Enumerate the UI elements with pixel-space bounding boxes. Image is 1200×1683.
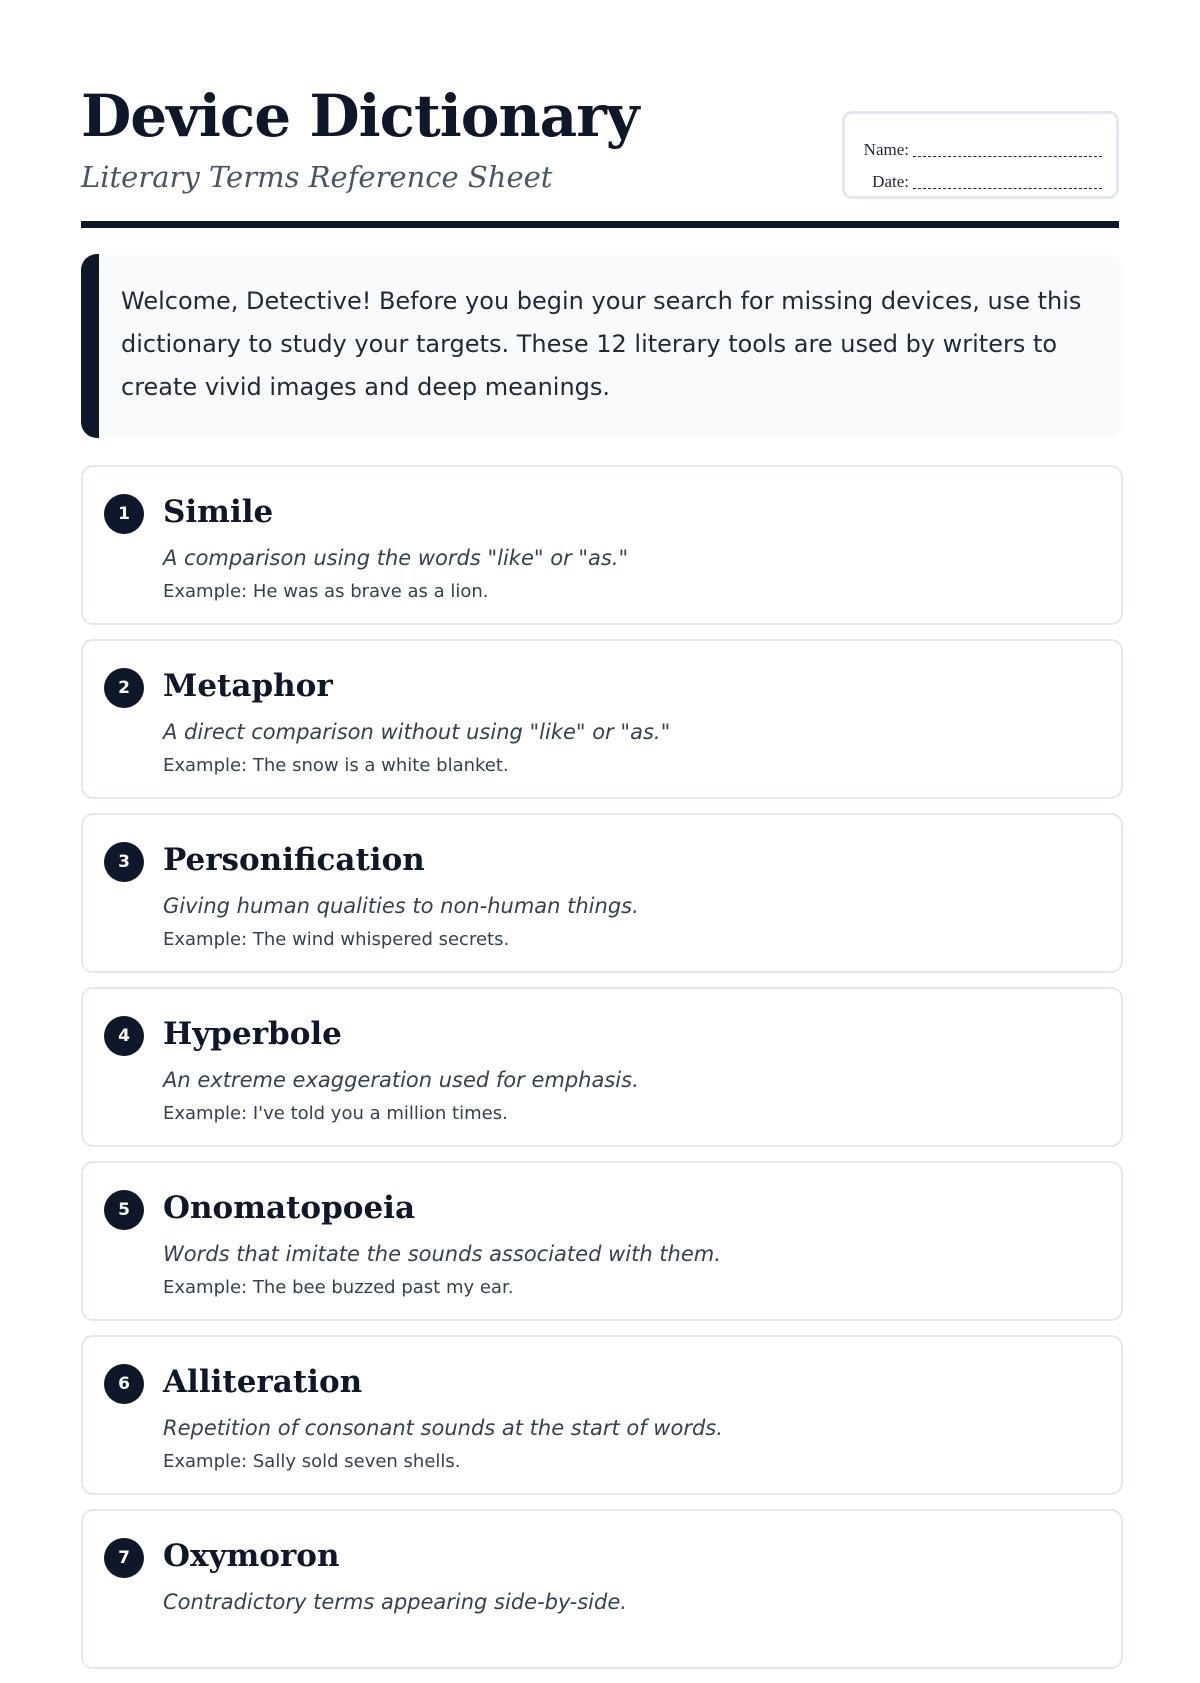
page-title: Device Dictionary (81, 82, 639, 150)
term-number-badge: 6 (104, 1364, 144, 1404)
date-line[interactable] (913, 173, 1102, 189)
term-example: Example: The snow is a white blanket. (163, 755, 509, 776)
intro-text: Welcome, Detective! Before you begin your search for missing devices, use this dictionary to study your targets. These 12 literary tools are used by writers to create vivid images and deep meanings. (121, 287, 1082, 401)
term-example: Example: He was as brave as a lion. (163, 581, 489, 602)
term-definition: Words that imitate the sounds associated with them. (163, 1242, 721, 1266)
term-definition: A direct comparison without using "like" or "as." (163, 720, 671, 744)
term-number-badge: 7 (104, 1538, 144, 1578)
term-name: Oxymoron (163, 1538, 340, 1574)
intro-callout (81, 254, 1123, 438)
term-card (81, 987, 1123, 1147)
term-definition: Repetition of consonant sounds at the start of words. (163, 1416, 723, 1440)
term-number-badge: 4 (104, 1016, 144, 1056)
term-number-badge: 5 (104, 1190, 144, 1230)
term-definition: A comparison using the words "like" or "as." (163, 546, 629, 570)
term-definition: Giving human qualities to non-human things. (163, 894, 639, 918)
name-date-box (842, 111, 1119, 199)
term-card (81, 813, 1123, 973)
date-label: Date: (872, 172, 909, 191)
term-number-badge: 2 (104, 668, 144, 708)
term-example: Example: I've told you a million times. (163, 1103, 508, 1124)
name-line[interactable] (913, 141, 1102, 157)
term-card (81, 465, 1123, 625)
term-name: Alliteration (163, 1364, 363, 1400)
term-name: Metaphor (163, 668, 333, 704)
term-card (81, 1335, 1123, 1495)
terms-list (81, 465, 1123, 1683)
term-name: Simile (163, 494, 274, 530)
term-number-badge: 1 (104, 494, 144, 534)
date-row (859, 160, 1102, 192)
term-card (81, 1509, 1123, 1669)
term-name: Personification (163, 842, 425, 878)
term-card (81, 1161, 1123, 1321)
term-name: Onomatopoeia (163, 1190, 416, 1226)
name-label: Name: (863, 140, 909, 159)
term-definition: Contradictory terms appearing side-by-side. (163, 1590, 627, 1614)
term-example: Example: Sally sold seven shells. (163, 1451, 461, 1472)
page-subtitle: Literary Terms Reference Sheet (81, 160, 553, 194)
term-name: Hyperbole (163, 1016, 342, 1052)
term-example: Example: The bee buzzed past my ear. (163, 1277, 514, 1298)
term-definition: An extreme exaggeration used for emphasis. (163, 1068, 639, 1092)
term-example: Example: The wind whispered secrets. (163, 929, 510, 950)
page-header (81, 0, 1119, 228)
term-card (81, 639, 1123, 799)
term-number-badge: 3 (104, 842, 144, 882)
name-row (859, 128, 1102, 160)
